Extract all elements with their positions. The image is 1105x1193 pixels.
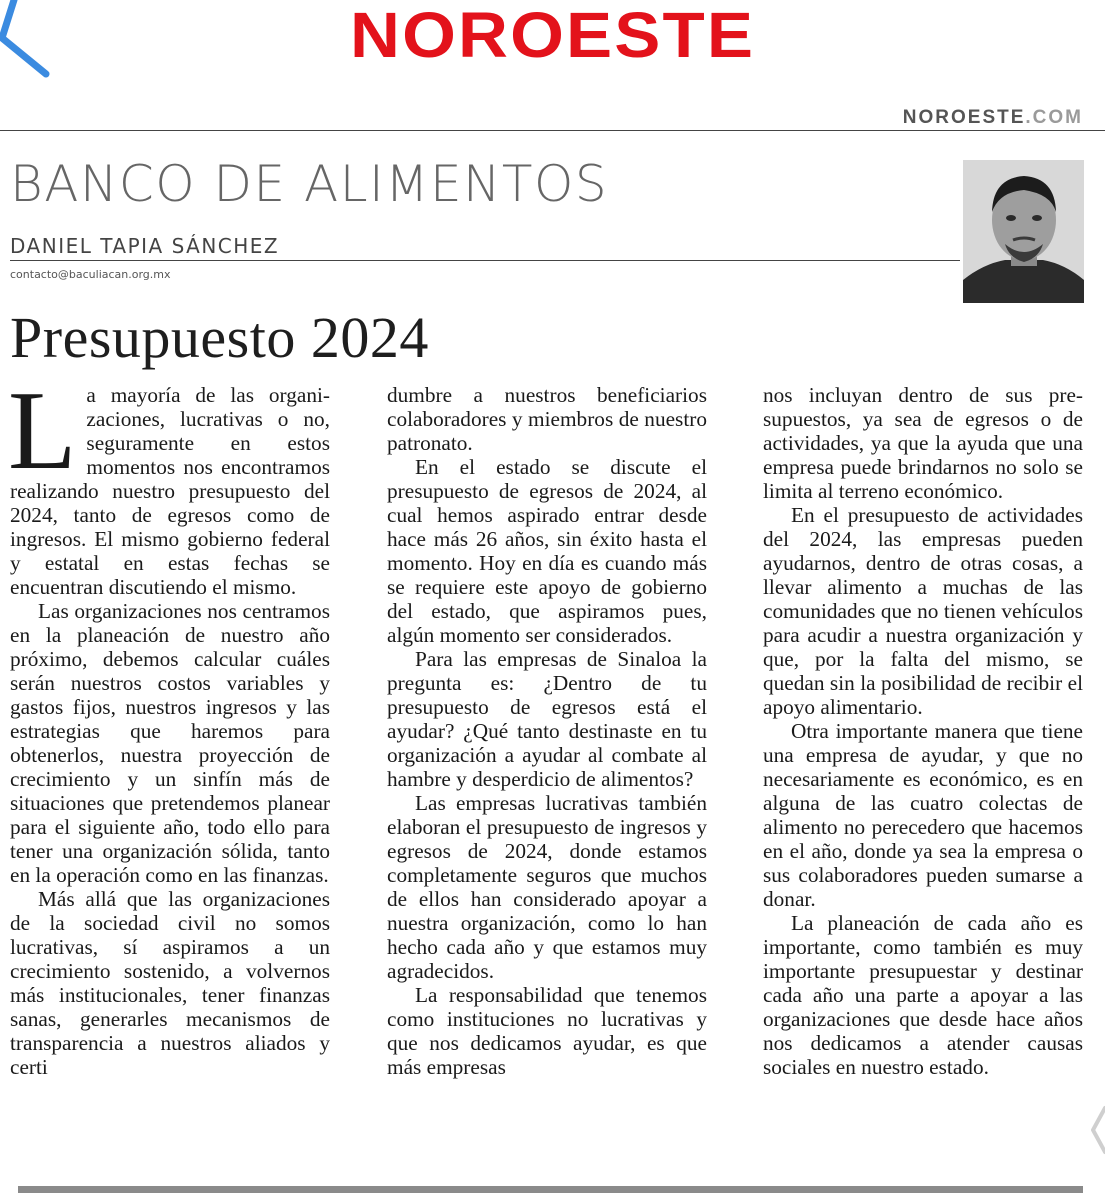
- author-photo: [963, 160, 1084, 303]
- article-column-3: [763, 383, 1083, 1079]
- author-name: DANIEL TAPIA SÁNCHEZ: [10, 234, 280, 258]
- article-paragraph: En el presupuesto de actividades del 2024, las empresas pueden ayudarnos, dentro de otras cosas, a llevar alimento a muchas de las comunidades que no tienen vehículos para acudir a nuestra organización y que, por la falta del mismo, se quedan sin la posibilidad de recibir el apoyo alimentario.: [763, 503, 1083, 719]
- article-paragraph: Para las empresas de Sinaloa la pregunta es: ¿Dentro de tu presupuesto de egresos está el ayudar? ¿Qué tanto destinaste en tu organización a ayudar al combate al hambre y desperdicio de alimentos?: [387, 647, 707, 791]
- article-paragraph: La planeación de cada año es importante, como también es muy importante presupuestar y destinar cada año una parte a apoyar a las organizaciones que desde hace años nos dedicamos a atender causas sociales en nuestro estado.: [763, 911, 1083, 1079]
- newspaper-logo: NOROESTE: [349, 0, 756, 71]
- page-bottom-bar: [18, 1186, 1083, 1193]
- article-column-1: [8, 369, 330, 1079]
- next-page-chevron-icon[interactable]: [1091, 1098, 1105, 1158]
- article-paragraph: Otra importante manera que tiene una empresa de ayudar, y que no necesariamente es económico, es en alguna de las cuatro colectas de alimento no perecedero que hacemos en el año, donde ya sea la empresa o sus colaboradores pueden sumarse a donar.: [763, 719, 1083, 911]
- author-email: contacto@baculiacan.org.mx: [10, 268, 171, 281]
- article-column-2: [387, 383, 707, 1079]
- article-paragraph: Las empresas lucrativas también elaboran el presupuesto de ingresos y egresos de 2024, donde estamos completamente seguros que muchos de ellos han considerado apoyar a nuestra organización, como lo han hecho cada año y que estamos muy agradecidos.: [387, 791, 707, 983]
- article-paragraph: dumbre a nuestros beneficiarios colaboradores y miembros de nuestro patronato.: [387, 383, 707, 455]
- article-headline: Presupuesto 2024: [10, 305, 429, 370]
- author-divider: [10, 260, 960, 261]
- header-divider: [0, 130, 1105, 131]
- column-title: BANCO DE ALIMENTOS: [10, 155, 609, 213]
- article-paragraph: Más allá que las organizaciones de la sociedad civil no somos lucrativas, sí aspiramos a un crecimiento sostenido, a volvernos más institucionales, tener finanzas sanas, generarles mecanismos de transparencia a nuestros aliados y certi: [10, 887, 330, 1079]
- article-paragraph: nos incluyan dentro de sus presupuestos, ya sea de egresos o de actividades, ya que la ayuda que una empresa puede brindarnos no solo se limita al terreno económico.: [763, 383, 1083, 503]
- article-paragraph: En el estado se discute el presupuesto de egresos de 2024, al cual hemos aspirado entrar desde hace más 26 años, sin éxito hasta el momento. Hoy en día es cuando más se requiere este apoyo de gobierno del estado, que aspiramos pues, algún momento ser considerados.: [387, 455, 707, 647]
- drop-cap: L: [8, 369, 77, 493]
- author-portrait-illustration: [963, 160, 1084, 303]
- paragraph-text: a mayoría de las organizaciones, lucrativas o no, seguramente en estos momentos nos encontramos realizando nuestro presupuesto del 2024, tanto de egresos como de ingresos. El mismo gobierno federal y estatal en estas fechas se encuentran discutiendo el mismo.: [10, 383, 330, 599]
- article-paragraph: Las organizaciones nos centramos en la planeación de nuestro año próximo, debemos calcular cuáles serán nuestros costos variables y gastos fijos, nuestros ingresos y las estrategias que haremos para obtenerlos, nuestra proyección de crecimiento y un sinfín más de situaciones que pretendemos planear para el siguiente año, todo ello para tener una organización sólida, tanto en la operación como en las finanzas.: [10, 599, 330, 887]
- masthead: [0, 0, 1105, 71]
- site-url: [903, 107, 1083, 129]
- article-paragraph: La responsabilidad que tenemos como instituciones no lucrativas y que nos dedicamos ayudar, es que más empresas: [387, 983, 707, 1079]
- article-paragraph: [8, 369, 330, 599]
- article-body: [8, 369, 1084, 1173]
- site-url-tld: .COM: [1025, 107, 1083, 128]
- site-url-name: NOROESTE: [902, 107, 1026, 128]
